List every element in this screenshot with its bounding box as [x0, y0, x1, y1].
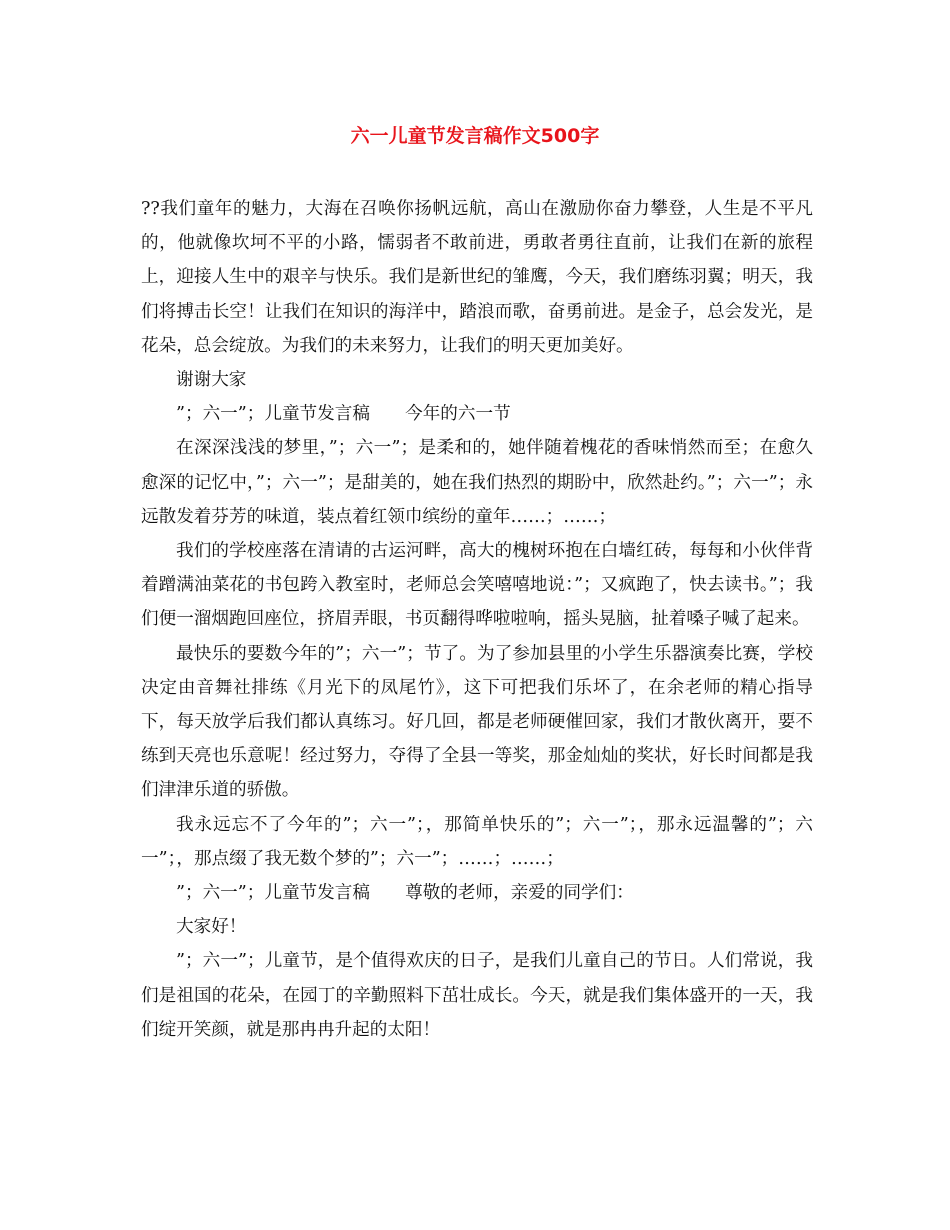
paragraph-6: 最快乐的要数今年的”；六一”；节了。为了参加县里的小学生乐器演奏比赛，学校决定由音舞社排练《月光下的凤尾竹》，这下可把我们乐坏了，在余老师的精心指导下，每天放学后我们都认真练习。好几回，都是老师硬催回家，我们才散伙离开，要不练到天亮也乐意呢！经过努力，夺得了全县一等奖，那金灿灿的奖状，好长时间都是我们津津乐道的骄傲。 — [141, 643, 813, 801]
paragraph-2: 谢谢大家 — [176, 370, 247, 391]
paragraph-9: 大家好！ — [176, 917, 247, 938]
document-body — [141, 192, 813, 1047]
paragraph-8: ”；六一”；儿童节发言稿 尊敬的老师，亲爱的同学们： — [176, 883, 634, 904]
paragraph-3: ”；六一”；儿童节发言稿 今年的六一节 — [176, 404, 511, 425]
document-title: 六一儿童节发言稿作文500字 — [350, 125, 600, 147]
paragraph-5: 我们的学校座落在清请的古运河畔，高大的槐树环抱在白墙红砖，每每和小伙伴背着蹭满油菜花的书包跨入教室时，老师总会笑嘻嘻地说：”；又疯跑了，快去读书。”；我们便一溜烟跑回座位，挤眉弄眼，书页翻得哗啦啦响，摇头晃脑，扯着嗓子喊了起来。 — [141, 541, 813, 630]
paragraph-1: ??我们童年的魅力，大海在召唤你扬帆远航，高山在激励你奋力攀登，人生是不平凡的，他就像坎坷不平的小路，懦弱者不敢前进，勇敢者勇往直前，让我们在新的旅程上，迎接人生中的艰辛与快乐。我们是新世纪的雏鹰，今天，我们磨练羽翼；明天，我们将搏击长空！让我们在知识的海洋中，踏浪而歌，奋勇前进。是金子，总会发光，是花朵，总会绽放。为我们的未来努力，让我们的明天更加美好。 — [141, 199, 813, 356]
paragraph-4: 在深深浅浅的梦里，”；六一”；是柔和的，她伴随着槐花的香味悄然而至；在愈久愈深的记忆中，”；六一”；是甜美的，她在我们热烈的期盼中，欣然赴约。”；六一”；永远散发着芬芳的味道，装点着红领巾缤纷的童年……；……； — [141, 438, 813, 527]
paragraph-7: 我永远忘不了今年的”；六一”；，那简单快乐的”；六一”；，那永远温馨的”；六一”；，那点缀了我无数个梦的”；六一”；……；……； — [141, 814, 813, 869]
paragraph-10: ”；六一”；儿童节，是个值得欢庆的日子，是我们儿童自己的节日。人们常说，我们是祖国的花朵，在园丁的辛勤照料下茁壮成长。今天，就是我们集体盛开的一天，我们绽开笑颜，就是那冉冉升起的太阳！ — [141, 951, 813, 1040]
